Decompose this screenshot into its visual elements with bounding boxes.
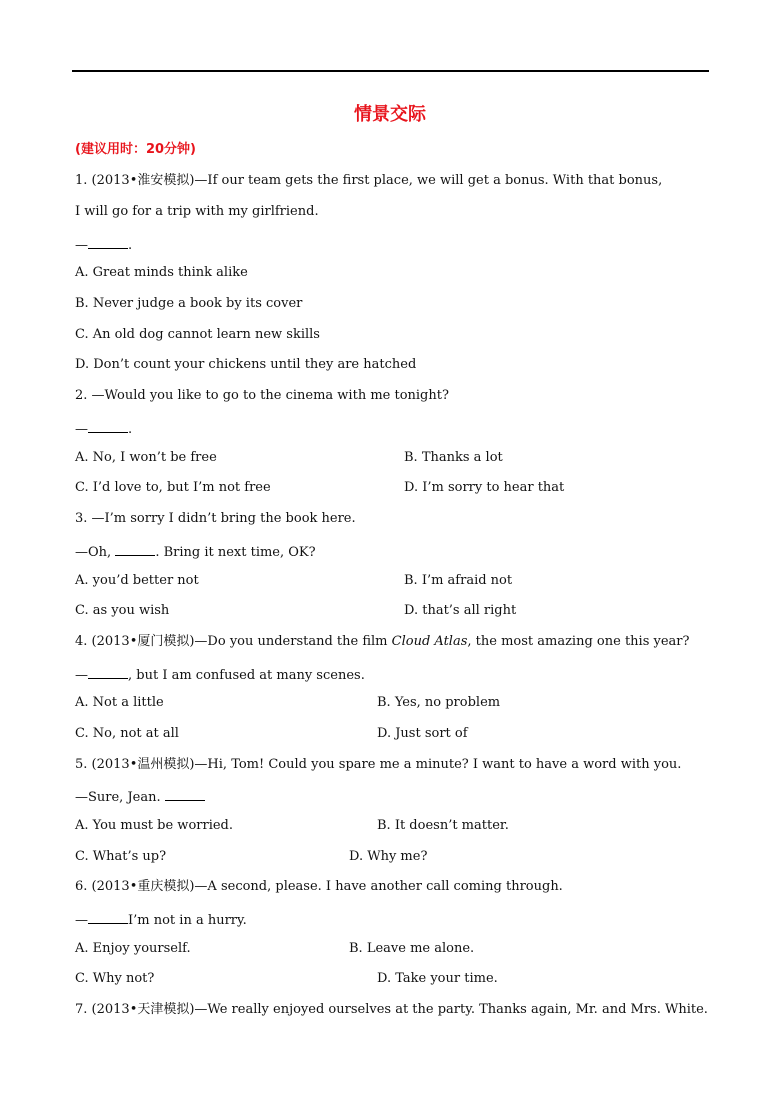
q4-answer-line: — , but I am confused at many scenes. [75,664,365,685]
q4-option-d: D. Just sort of [377,726,468,741]
q3-option-d: D. that’s all right [404,603,517,618]
q3-option-b: B. I’m afraid not [404,573,513,588]
q5-option-b: B. It doesn’t matter. [377,818,509,833]
q7-stem-line1: 7. (2013•天津模拟)—We really enjoyed ourselves at the party. Thanks again, Mr. and Mrs. White. [75,1002,708,1017]
answer-blank [88,909,128,924]
q1-answer-line: — . [75,234,132,255]
q5-option-d: D. Why me? [349,849,428,864]
q5-option-a: A. You must be worried. [75,818,233,833]
q6-option-d: D. Take your time. [377,971,498,986]
answer-blank [165,786,205,801]
q5-answer-line: —Sure, Jean. [75,786,205,807]
q2-option-c: C. I’d love to, but I’m not free [75,480,271,495]
q1-option-d: D. Don’t count your chickens until they are hatched [75,357,417,372]
q1-option-c: C. An old dog cannot learn new skills [75,327,320,342]
answer-blank [115,541,155,556]
q1-stem-line1: 1. (2013•淮安模拟)—If our team gets the first place, we will get a bonus. With that bonus, [75,173,663,188]
page-title: 情景交际 [354,104,426,125]
answer-blank [88,664,128,679]
q4-option-c: C. No, not at all [75,726,179,741]
dash: — [75,238,88,253]
q1-stem-line2: I will go for a trip with my girlfriend. [75,204,319,219]
dash: — [75,668,88,683]
q6-option-c: C. Why not? [75,971,155,986]
q4-option-a: A. Not a little [75,695,164,710]
q2-option-b: B. Thanks a lot [404,450,503,465]
q6-option-b: B. Leave me alone. [349,941,475,956]
dash: — [75,422,88,437]
q3-option-c: C. as you wish [75,603,170,618]
q2-option-d: D. I’m sorry to hear that [404,480,565,495]
q6-option-a: A. Enjoy yourself. [75,941,191,956]
q2-answer-line: — . [75,418,132,439]
q3-answer-line: —Oh, . Bring it next time, OK? [75,541,316,562]
dash: — [75,913,88,928]
top-rule [72,70,709,72]
q2-stem-line1: 2. —Would you like to go to the cinema with me tonight? [75,388,449,403]
time-note: (建议用时：20分钟) [75,142,196,157]
answer-blank [88,234,128,249]
q3-stem-line1: 3. —I’m sorry I didn’t bring the book here. [75,511,356,526]
q1-option-a: A. Great minds think alike [75,265,248,280]
q3-option-a: A. you’d better not [75,573,199,588]
q6-stem-line1: 6. (2013•重庆模拟)—A second, please. I have another call coming through. [75,879,563,894]
q2-option-a: A. No, I won’t be free [75,450,217,465]
film-title: Cloud Atlas [391,634,468,649]
q5-stem-line1: 5. (2013•温州模拟)—Hi, Tom! Could you spare me a minute? I want to have a word with you. [75,757,682,772]
q4-option-b: B. Yes, no problem [377,695,501,710]
q5-option-c: C. What’s up? [75,849,167,864]
q6-answer-line: — I’m not in a hurry. [75,909,247,930]
q1-option-b: B. Never judge a book by its cover [75,296,303,311]
answer-blank [88,418,128,433]
q4-stem-line1: 4. (2013•厦门模拟)—Do you understand the film Cloud Atlas, the most amazing one this year? [75,634,690,649]
